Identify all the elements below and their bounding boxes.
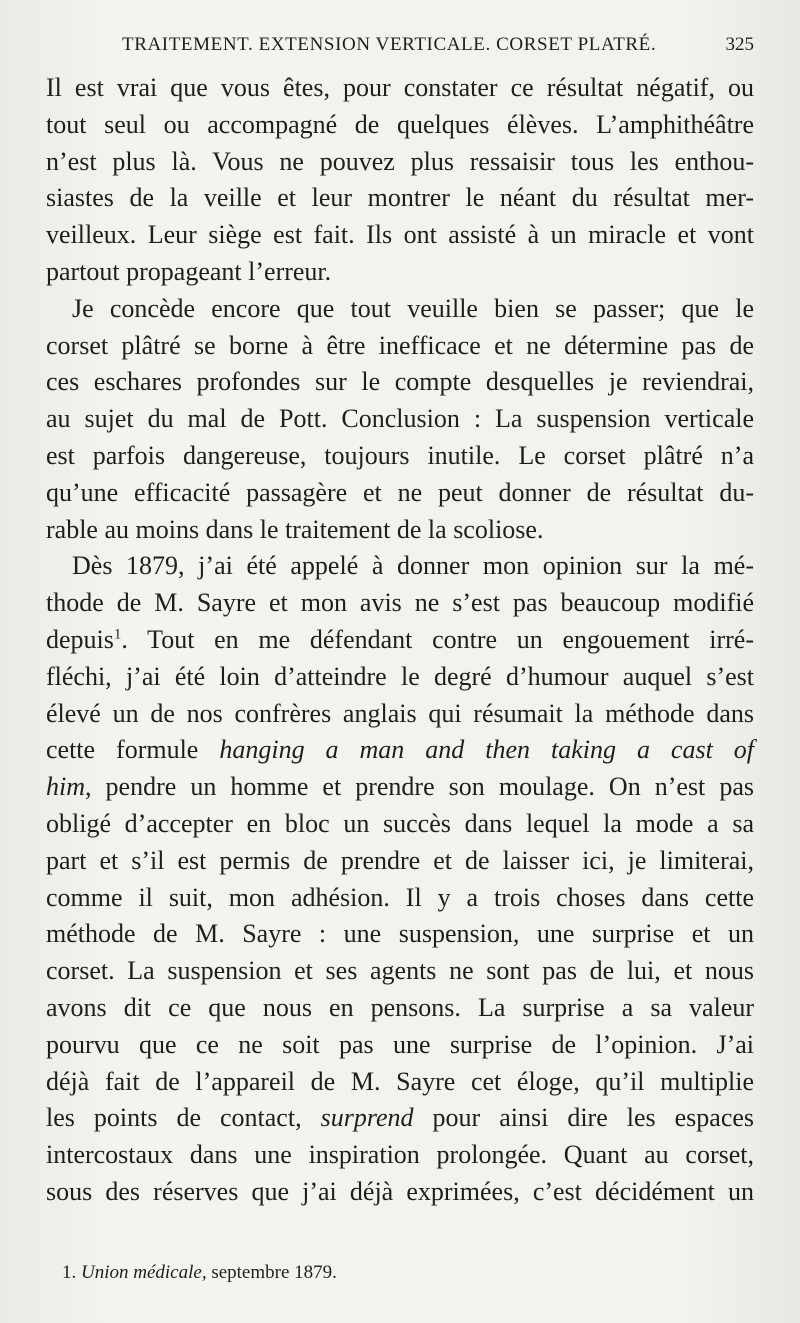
emphasis-word: surprend <box>320 1103 414 1133</box>
footnote-text: septembre 1879. <box>211 1262 337 1283</box>
text-line: Dès 1879, j’ai été appelé à donner mon opinion sur la mé- <box>72 551 754 581</box>
text-line: pourvu que ce ne soit pas une surprise de l’opinion. J’ai <box>46 1029 754 1059</box>
text-line: n’est plus là. Vous ne pouvez plus ressaisir tous les enthou- <box>46 146 754 176</box>
footnote-ref: 1 <box>113 626 122 643</box>
text-segment: les points de contact, <box>46 1103 302 1133</box>
text-line: corset. La suspension et ses agents ne sont pas de lui, et nous <box>46 956 754 986</box>
text-line: tout seul ou accompagné de quelques élèves. L’amphithéâtre <box>46 109 754 139</box>
text-line: rable au moins dans le traitement de la scoliose. <box>46 514 544 544</box>
text-segment: , pendre un homme et prendre son moulage. On n’est pas <box>85 772 754 802</box>
text-line: Je concède encore que tout veuille bien se passer; que le <box>72 293 754 323</box>
english-quote: hanging a man and then taking a cast of <box>219 735 755 765</box>
text-line <box>46 1100 754 1137</box>
text-line: au sujet du mal de Pott. Conclusion : La suspension verticale <box>46 404 754 434</box>
text-line: déjà fait de l’appareil de M. Sayre cet éloge, qu’il multiplie <box>46 1066 754 1096</box>
running-head: TRAITEMENT. EXTENSION VERTICALE. CORSET PLATRÉ. <box>122 34 657 55</box>
text-segment: pour ainsi dire les espaces <box>432 1103 755 1133</box>
text-line <box>46 622 754 659</box>
text-line: ces eschares profondes sur le compte desquelles je reviendrai, <box>46 367 754 397</box>
text-line: avons dit ce que nous en pensons. La surprise a sa valeur <box>46 992 754 1022</box>
text-line: intercostaux dans une inspiration prolongée. Quant au corset, <box>46 1140 754 1170</box>
text-line: obligé d’accepter en bloc un succès dans lequel la mode a sa <box>46 808 754 838</box>
english-quote-end: him <box>46 772 85 802</box>
text-line: partout propageant l’erreur. <box>46 256 332 286</box>
text-line: qu’une efficacité passagère et ne peut donner de résultat du- <box>46 477 754 507</box>
text-line: thode de M. Sayre et mon avis ne s’est pas beaucoup modifié <box>46 588 754 618</box>
text-line: siastes de la veille et leur montrer le néant du résultat mer- <box>46 183 754 213</box>
text-line: comme il suit, mon adhésion. Il y a trois choses dans cette <box>46 882 754 912</box>
text-segment: cette formule <box>46 735 199 765</box>
footnote-number: 1. <box>62 1262 77 1283</box>
text-line <box>46 732 754 769</box>
text-line: Il est vrai que vous êtes, pour constater ce résultat négatif, ou <box>46 73 754 102</box>
body-text <box>46 70 754 1211</box>
text-line: est parfois dangereuse, toujours inutile. Le corset plâtré n’a <box>46 440 754 470</box>
text-line: sous des réserves que j’ai déjà exprimées, c’est décidément un <box>46 1176 754 1206</box>
text-line: corset plâtré se borne à être inefficace et ne détermine pas de <box>46 330 754 360</box>
text-line: méthode de M. Sayre : une suspension, une surprise et un <box>46 919 754 949</box>
text-line <box>46 769 754 806</box>
footnote-title: Union médicale, <box>81 1262 207 1283</box>
footnote <box>62 1262 337 1284</box>
text-segment: . Tout en me défendant contre un engouement irré- <box>121 624 754 654</box>
text-line: fléchi, j’ai été loin d’atteindre le degré d’humour auquel s’est <box>46 661 754 691</box>
text-segment: depuis <box>46 624 114 654</box>
text-line: veilleux. Leur siège est fait. Ils ont assisté à un miracle et vont <box>46 220 754 250</box>
page-header <box>46 34 754 60</box>
page-number: 325 <box>725 34 754 55</box>
text-line: élevé un de nos confrères anglais qui résumait la méthode dans <box>46 698 754 728</box>
text-line: part et s’il est permis de prendre et de laisser ici, je limiterai, <box>46 845 754 875</box>
